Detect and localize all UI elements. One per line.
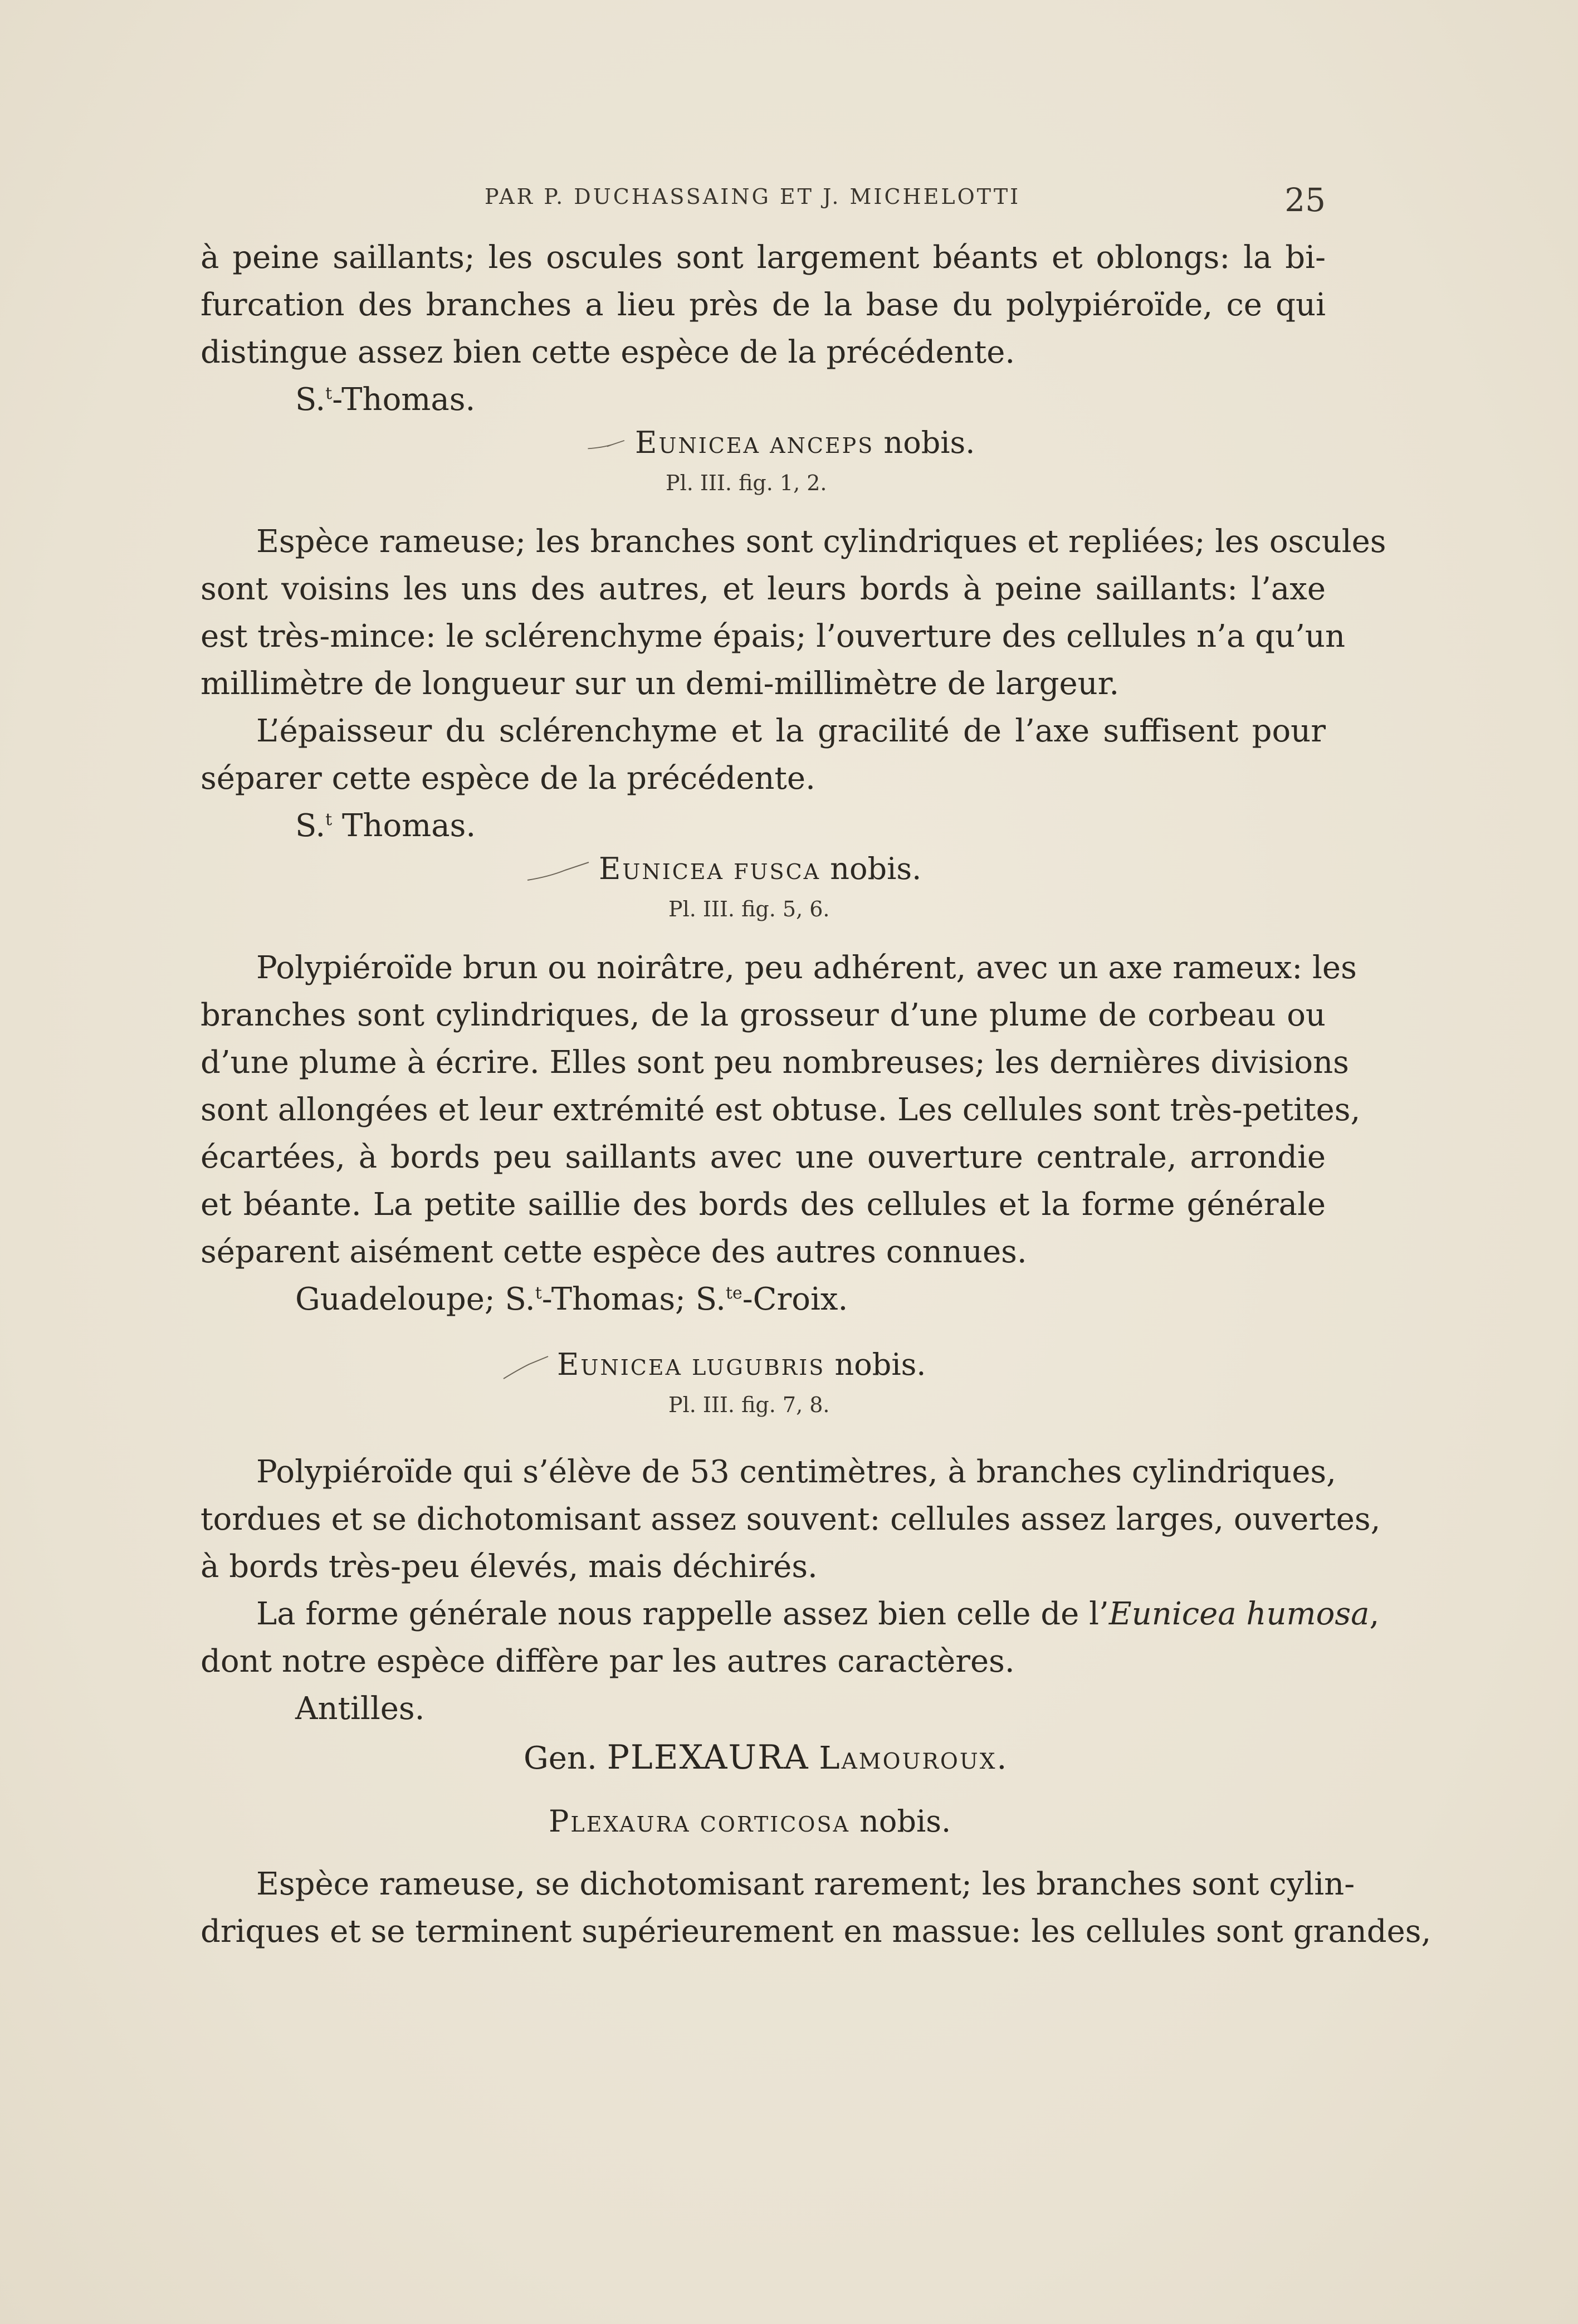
- plate-reference: Pl. III. fig. 5, 6.: [668, 897, 830, 921]
- pencil-tick-mark-icon: [585, 440, 629, 451]
- spacer: [201, 1323, 1326, 1345]
- genus-author: Lamouroux.: [819, 1740, 1009, 1776]
- locality-superscript: te: [725, 1283, 742, 1303]
- text-line: à peine saillants; les oscules sont largement béants et oblongs: la bi-: [201, 240, 1326, 276]
- genus-name: PLEXAURA: [607, 1738, 809, 1777]
- species-genus: Eunicea: [635, 425, 760, 460]
- species-author: nobis.: [830, 851, 922, 886]
- spacer: [201, 504, 1326, 518]
- text-line: dont notre espèce diffère par les autres caractères.: [201, 1643, 1015, 1679]
- text-line: L’épaisseur du sclérenchyme et la gracilité de l’axe suffisent pour: [256, 713, 1326, 749]
- pencil-tick-mark-icon: [526, 860, 593, 882]
- locality-line: [201, 1276, 1326, 1323]
- text-line: Polypiéroïde qui s’élève de 53 centimètres, à branches cylindriques,: [256, 1454, 1336, 1490]
- text-body: [201, 234, 1432, 1955]
- text-line: distingue assez bien cette espèce de la précédente.: [201, 334, 1015, 370]
- text-run: ,: [1369, 1596, 1380, 1632]
- text-line: écartées, à bords peu saillants avec une ouverture centrale, arrondie: [201, 1139, 1326, 1175]
- species-genus: Plexaura: [549, 1804, 691, 1839]
- text-line: séparer cette espèce de la précédente.: [201, 760, 815, 797]
- plate-reference: Pl. III. fig. 1, 2.: [666, 471, 827, 495]
- text-line: séparent aisément cette espèce des autres connues.: [201, 1234, 1027, 1270]
- genus-heading: [201, 1732, 1326, 1783]
- text-line: tordues et se dichotomisant assez souvent: cellules assez larges, ouvertes,: [201, 1501, 1381, 1537]
- text-line: driques et se terminent supérieurement en massue: les cellules sont grandes,: [201, 1913, 1432, 1950]
- locality-part: -Thomas; S.: [541, 1281, 726, 1317]
- plate-reference: Pl. III. fig. 7, 8.: [668, 1393, 830, 1417]
- running-head: [201, 181, 1326, 220]
- locality-superscript: t: [325, 810, 333, 829]
- text-line: est très-mince: le sclérenchyme épais; l’ouverture des cellules n’a qu’un: [201, 618, 1346, 655]
- species-epithet: lugubris: [692, 1347, 825, 1382]
- species-heading: [201, 849, 1326, 888]
- text-run: La forme générale nous rappelle assez bien celle de l’: [256, 1596, 1109, 1632]
- text-line: branches sont cylindriques, de la grosseur d’une plume de corbeau ou: [201, 997, 1326, 1033]
- text-line: millimètre de longueur sur un demi-millimètre de largeur.: [201, 666, 1120, 702]
- text-line: Polypiéroïde brun ou noirâtre, peu adhérent, avec un axe rameux: les: [256, 950, 1357, 986]
- species-genus: Eunicea: [557, 1347, 682, 1382]
- page-number: 25: [1284, 181, 1326, 219]
- text-line: sont voisins les uns des autres, et leurs bords à peine saillants: l’axe: [201, 571, 1326, 607]
- species-heading: [201, 423, 1326, 462]
- species-heading: [201, 1345, 1326, 1384]
- species-heading: [201, 1796, 1326, 1847]
- species-author: nobis.: [859, 1804, 951, 1839]
- pencil-tick-mark-icon: [501, 1353, 551, 1381]
- text-line: et béante. La petite saillie des bords des cellules et la forme générale: [201, 1187, 1326, 1223]
- text-line: Espèce rameuse, se dichotomisant rarement; les branches sont cylin-: [256, 1866, 1355, 1902]
- locality-rest: Thomas.: [332, 808, 476, 844]
- species-epithet: fusca: [734, 851, 821, 886]
- text-line: [201, 1590, 1380, 1638]
- running-title: PAR P. DUCHASSAING ET J. MICHELOTTI: [485, 184, 1021, 209]
- spacer: [201, 1783, 1326, 1796]
- genus-prefix: Gen.: [524, 1740, 597, 1776]
- species-genus: Eunicea: [599, 851, 724, 886]
- locality-line: Antilles.: [295, 1691, 425, 1727]
- locality-part: -Croix.: [742, 1281, 848, 1317]
- locality-superscript: t: [325, 384, 333, 403]
- text-line: sont allongées et leur extrémité est obtuse. Les cellules sont très-petites,: [201, 1092, 1361, 1128]
- text-line: Espèce rameuse; les branches sont cylindriques et repliées; les oscules: [256, 524, 1386, 560]
- locality-rest: -Thomas.: [332, 382, 476, 418]
- locality-prefix: S.: [295, 808, 326, 844]
- locality-part: Guadeloupe; S.: [295, 1281, 535, 1317]
- species-epithet: corticosa: [700, 1804, 850, 1839]
- locality-line: [201, 376, 1326, 423]
- species-author: nobis.: [834, 1347, 926, 1382]
- species-epithet: anceps: [770, 425, 875, 460]
- locality-line: [201, 802, 1326, 849]
- species-author: nobis.: [883, 425, 975, 460]
- text-line: d’une plume à écrire. Elles sont peu nombreuses; les dernières divisions: [201, 1044, 1349, 1081]
- spacer: [201, 1847, 1326, 1861]
- taxon-name: Eunicea humosa: [1108, 1596, 1370, 1632]
- spacer: [201, 1426, 1326, 1448]
- text-line: furcation des branches a lieu près de la base du polypiéroïde, ce qui: [201, 287, 1326, 323]
- text-line: à bords très-peu élevés, mais déchirés.: [201, 1549, 818, 1585]
- spacer: [201, 930, 1326, 944]
- locality-prefix: S.: [295, 382, 326, 418]
- locality-superscript: t: [535, 1283, 542, 1303]
